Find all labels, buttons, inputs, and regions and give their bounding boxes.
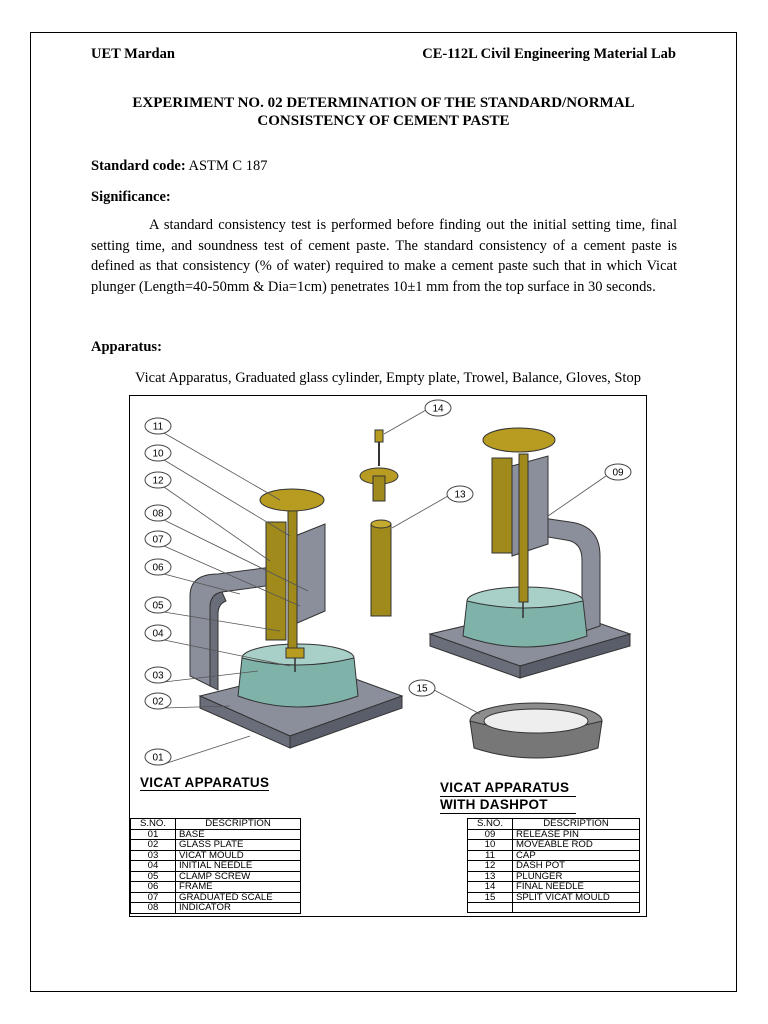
leader-11 [164,433,280,500]
leader-14 [384,410,426,434]
callout-14 [425,400,451,416]
table-cell-sno: 09 [468,829,513,840]
svg-text:10: 10 [152,448,164,460]
right-apparatus [430,428,630,678]
svg-text:08: 08 [152,508,164,520]
right-scale-plate [512,456,548,556]
right-mould-body [463,601,587,647]
vicat-apparatus-figure [129,395,647,917]
table-row [131,840,301,851]
callout-10 [145,445,171,461]
callout-11 [145,418,171,434]
split-vicat-mould [470,703,602,758]
right-rod [519,454,528,602]
header-institution: UET Mardan [91,46,175,62]
callout-06 [145,559,171,575]
callout-02 [145,693,171,709]
apparatus-heading: Apparatus: [91,339,162,355]
left-rod [288,506,297,656]
final-needle-body [373,476,385,501]
callout-15 [409,680,435,696]
svg-text:15: 15 [416,683,428,695]
table-row [131,882,301,893]
table-cell-description: BASE [176,829,301,840]
right-dashpot [492,458,512,553]
table-cell-description: INITIAL NEEDLE [176,861,301,872]
table-row [131,829,301,840]
svg-text:07: 07 [152,534,164,546]
table-cell-sno: 05 [131,871,176,882]
callout-08 [145,505,171,521]
apparatus-list: Vicat Apparatus, Graduated glass cylinder, Empty plate, Trowel, Balance, Gloves, Stop [135,370,641,386]
table-cell-description: CLAMP SCREW [176,871,301,882]
leader-01 [164,736,250,764]
table-cell-description: CAP [513,850,640,861]
table-header-row [468,819,640,830]
final-needle-top [375,430,383,442]
caption-right [440,780,576,814]
table-row [468,829,640,840]
caption-left: VICAT APPARATUS [140,775,270,790]
table-row [131,871,301,882]
callout-13 [447,486,473,502]
table-cell-description: VICAT MOULD [176,850,301,861]
callout-03 [145,667,171,683]
svg-text:06: 06 [152,562,164,574]
svg-text:03: 03 [152,670,164,682]
middle-parts [360,430,398,616]
leader-12 [164,487,270,561]
standard-code-value: ASTM C 187 [188,158,268,174]
split-mould-inner [484,709,588,733]
parts-table-left [130,818,301,914]
table-cell-description: MOVEABLE ROD [513,840,640,851]
svg-text:13: 13 [454,489,466,501]
left-mould-body [238,658,358,707]
plunger-top [371,520,391,528]
title-line-2: CONSISTENCY OF CEMENT PASTE [257,113,510,129]
parts-table-right [467,818,640,913]
table-header-description: DESCRIPTION [513,819,640,830]
table-row [468,871,640,882]
svg-text:01: 01 [152,752,164,764]
svg-text:05: 05 [152,600,164,612]
svg-text:14: 14 [432,403,444,415]
table-cell-sno: 10 [468,840,513,851]
title-line-1: EXPERIMENT NO. 02 DETERMINATION OF THE STANDARD/NORMAL [132,95,635,111]
table-cell-sno: 07 [131,892,176,903]
leader-15 [434,690,480,714]
caption-right-line-2: WITH DASHPOT [440,796,576,814]
parts-table-left-body [131,829,301,913]
table-header-sno: S.NO. [131,819,176,830]
significance-paragraph: A standard consistency test is performed before finding out the initial setting time, final setting time, and soundness test of cement paste. The standard consistency of a cement paste is defined as that consistency (% of water) required to make a cement paste such that in which Vicat plunger (Length=40-50mm & Dia=1cm) penetrates 10±1 mm from the top surface in 30 seconds. [91,217,677,295]
caption-right-line-1: VICAT APPARATUS [440,780,570,795]
table-cell-sno: 02 [131,840,176,851]
significance-heading: Significance: [91,189,171,205]
table-cell-description: PLUNGER [513,871,640,882]
parts-table-right-body [468,829,640,913]
callout-04 [145,625,171,641]
leader-09 [548,476,606,516]
callout-07 [145,531,171,547]
svg-text:09: 09 [612,467,624,479]
svg-text:11: 11 [152,421,164,433]
table-row [468,882,640,893]
table-header-description: DESCRIPTION [176,819,301,830]
callout-05 [145,597,171,613]
table-row [131,861,301,872]
svg-text:02: 02 [152,696,164,708]
table-cell-description: SPLIT VICAT MOULD [513,892,640,903]
table-cell-sno: 08 [131,903,176,914]
experiment-title [90,94,677,130]
table-cell-sno: 15 [468,892,513,903]
table-cell-sno: 14 [468,882,513,893]
left-dashpot [266,522,286,640]
table-cell-description: GLASS PLATE [176,840,301,851]
leader-13 [392,496,448,528]
table-row [468,861,640,872]
svg-text:12: 12 [152,475,164,487]
left-needle-holder [286,648,304,658]
plunger [371,524,391,616]
table-cell-description: FINAL NEEDLE [513,882,640,893]
left-apparatus [190,489,402,748]
standard-code-line [91,158,267,175]
table-row [468,892,640,903]
callout-09 [605,464,631,480]
table-row [468,903,640,913]
svg-text:04: 04 [152,628,164,640]
table-row [131,903,301,914]
leader-05 [164,612,280,631]
standard-code-label: Standard code: [91,158,186,174]
table-header-sno: S.NO. [468,819,513,830]
callout-01 [145,749,171,765]
left-scale-plate [295,524,325,624]
table-cell-sno: 06 [131,882,176,893]
table-cell-sno: 13 [468,871,513,882]
table-cell-sno: 11 [468,850,513,861]
table-cell-description: FRAME [176,882,301,893]
table-cell-description [513,903,640,913]
table-cell-description: INDICATOR [176,903,301,914]
header-course: CE-112L Civil Engineering Material Lab [422,46,676,62]
table-cell-description: RELEASE PIN [513,829,640,840]
table-row [468,850,640,861]
table-row [468,840,640,851]
table-header-row [131,819,301,830]
table-cell-sno: 04 [131,861,176,872]
table-row [131,892,301,903]
left-cap [260,489,324,511]
table-cell-description: GRADUATED SCALE [176,892,301,903]
table-cell-sno [468,903,513,913]
table-cell-sno: 03 [131,850,176,861]
table-cell-sno: 12 [468,861,513,872]
right-cap [483,428,555,452]
callout-12 [145,472,171,488]
table-cell-description: DASH POT [513,861,640,872]
table-row [131,850,301,861]
table-cell-sno: 01 [131,829,176,840]
